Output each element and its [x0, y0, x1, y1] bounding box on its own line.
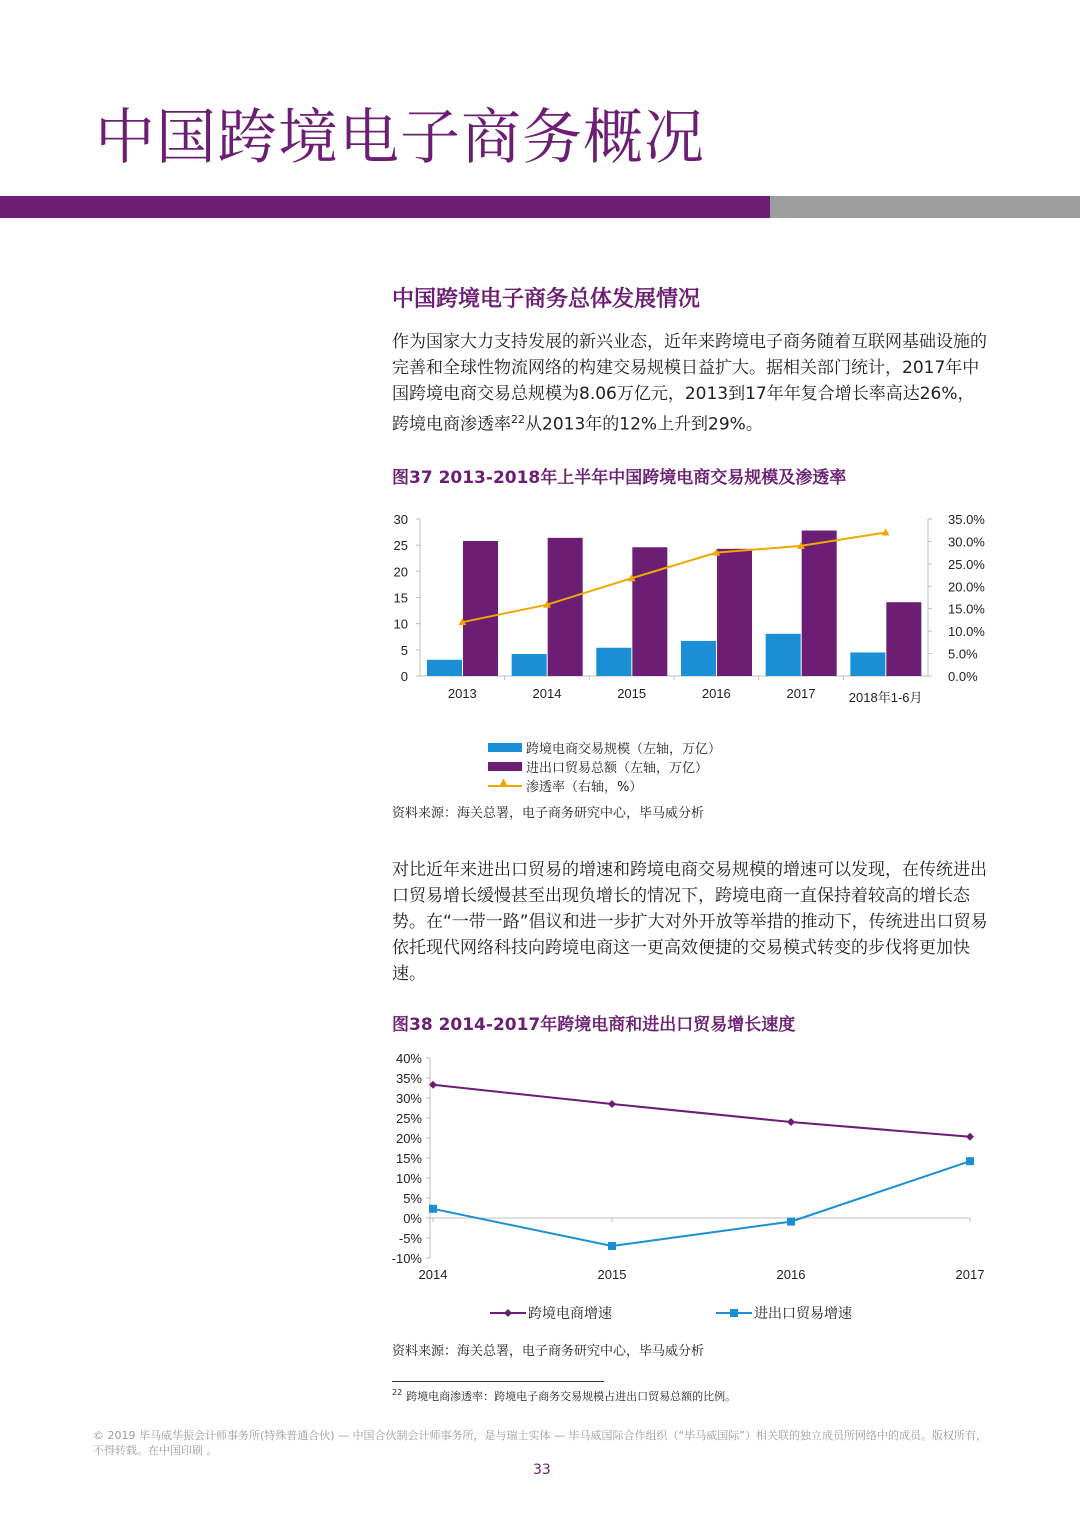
left-tick-label: 5 [400, 642, 408, 658]
bar-cross-border-scale [681, 641, 716, 676]
y-tick-label: -10% [391, 1251, 422, 1266]
left-tick-label: 0 [400, 669, 408, 684]
legend-label: 渗透率（右轴，%） [526, 780, 643, 795]
footnote-ref[interactable]: 22 [511, 413, 525, 426]
x-tick-label: 2017 [955, 1267, 985, 1282]
y-tick-label: 0% [403, 1211, 422, 1226]
bar-cross-border-scale [766, 634, 801, 676]
y-tick-label: 5% [403, 1191, 422, 1206]
point-trade-growth [429, 1205, 437, 1213]
x-tick-label: 2013 [447, 686, 477, 701]
left-tick-label: 20 [393, 564, 408, 580]
legend-swatch [716, 1308, 752, 1318]
left-tick-label: 10 [393, 616, 408, 632]
y-tick-label: 30% [395, 1091, 422, 1106]
x-tick-label: 2015 [597, 1267, 627, 1282]
point-trade-growth [608, 1242, 616, 1250]
left-tick-label: 25 [393, 538, 408, 554]
legend-swatch [490, 1308, 526, 1318]
paragraph-1 [392, 329, 988, 438]
paragraph-2: 对比近年来进出口贸易的增速和跨境电商交易规模的增速可以发现，在传统进出口贸易增长缓慢甚至出现负增长的情况下，跨境电商一直保持着较高的增长态势。在“一带一路”倡议和进一步扩大对外开放等举措的推动下，传统进出口贸易依托现代网络科技向跨境电商这一更高效便捷的交易模式转变的步伐将更加快速。 [392, 860, 988, 984]
figure-38-source: 资料来源：海关总署，电子商务研究中心，毕马威分析 [392, 1344, 705, 1359]
y-tick-label: 35% [395, 1071, 422, 1086]
legend-item-cross-border-growth [490, 1303, 612, 1323]
header-secondary-bar [770, 196, 1080, 218]
point-trade-growth [966, 1157, 974, 1165]
bar-cross-border-scale [427, 660, 462, 676]
y-tick-label: 10% [395, 1171, 422, 1186]
bar-trade-total [548, 538, 583, 676]
chart-figure-37 [380, 505, 1000, 710]
bar-cross-border-scale [850, 652, 885, 676]
footnote-divider [392, 1381, 604, 1382]
right-tick-label: 20.0% [948, 579, 985, 595]
bar-trade-total [717, 549, 752, 676]
y-tick-label: 20% [395, 1131, 422, 1146]
x-tick-label: 2014 [532, 686, 562, 701]
line-cross-border-growth [433, 1085, 970, 1137]
right-tick-label: 25.0% [948, 556, 985, 572]
figure-37-title: 图37 2013-2018年上半年中国跨境电商交易规模及渗透率 [392, 468, 847, 488]
x-tick-label: 2014 [418, 1267, 448, 1282]
right-tick-label: 10.0% [948, 624, 985, 640]
legend-item-penetration [488, 776, 721, 795]
y-tick-label: -5% [398, 1231, 422, 1246]
header-accent-bar [0, 196, 770, 218]
bar-trade-total [802, 531, 837, 676]
section-title: 中国跨境电子商务总体发展情况 [392, 287, 701, 312]
right-tick-label: 35.0% [948, 512, 985, 527]
point-cross-border-growth [608, 1100, 616, 1108]
footnote [392, 1388, 736, 1404]
point-cross-border-growth [966, 1133, 974, 1141]
chart-figure-37-legend [488, 738, 721, 795]
bar-cross-border-scale [596, 648, 631, 676]
page-title: 中国跨境电子商务概况 [95, 103, 705, 173]
right-tick-label: 0.0% [948, 669, 978, 684]
bar-trade-total [463, 541, 498, 676]
paragraph-1-text-b: 从2013年的12%上升到29%。 [525, 414, 763, 435]
x-tick-label: 2015 [617, 686, 647, 701]
legend-swatch [488, 781, 522, 791]
y-tick-label: 25% [395, 1111, 422, 1126]
left-tick-label: 30 [393, 512, 408, 527]
legend-label: 进出口贸易增速 [754, 1306, 852, 1322]
y-tick-label: 15% [395, 1151, 422, 1166]
bar-cross-border-scale [512, 654, 547, 676]
legend-item-cross-border-scale [488, 738, 721, 757]
page-number: 33 [533, 1462, 551, 1478]
legend-swatch [488, 762, 522, 771]
paragraph-1-text-a: 作为国家大力支持发展的新兴业态，近年来跨境电子商务随着互联网基础设施的完善和全球性物流网络的构建交易规模日益扩大。据相关部门统计，2017年中国跨境电商交易总规模为8.06万亿元，2013到17年年复合增长率高达26%，跨境电商渗透率 [392, 332, 987, 435]
left-tick-label: 15 [393, 590, 408, 606]
right-tick-label: 30.0% [948, 534, 985, 550]
point-trade-growth [787, 1218, 795, 1226]
legend-item-trade-growth [716, 1303, 852, 1323]
legend-label: 进出口贸易总额（左轴，万亿） [526, 761, 709, 776]
legend-item-trade-total [488, 757, 721, 776]
legend-label: 跨境电商交易规模（左轴，万亿） [526, 742, 722, 757]
x-tick-label: 2017 [786, 686, 816, 701]
footnote-number: 22 [392, 1388, 403, 1398]
legend-swatch [488, 743, 522, 752]
chart-figure-38 [380, 1045, 1000, 1290]
right-tick-label: 15.0% [948, 601, 985, 617]
bar-trade-total [632, 547, 667, 676]
copyright-notice: © 2019 毕马威华振会计师事务所(特殊普通合伙) — 中国合伙制会计师事务所，是与瑞士实体 — 毕马威国际合作组织（“毕马威国际”）相关联的独立成员所网络中的成员。版权所有，不得转载。在中国印刷 。 [93, 1429, 987, 1457]
footnote-text: 跨境电商渗透率：跨境电子商务交易规模占进出口贸易总额的比例。 [406, 1390, 737, 1403]
bar-trade-total [886, 602, 921, 676]
right-tick-label: 5.0% [948, 646, 978, 662]
legend-label: 跨境电商增速 [528, 1306, 612, 1322]
point-cross-border-growth [787, 1118, 795, 1126]
x-tick-label: 2016 [776, 1267, 806, 1282]
x-tick-label: 2016 [701, 686, 731, 701]
y-tick-label: 40% [395, 1051, 422, 1066]
line-trade-growth [433, 1161, 970, 1246]
x-tick-label: 2018年1-6月 [848, 690, 923, 705]
figure-37-source: 资料来源：海关总署，电子商务研究中心，毕马威分析 [392, 806, 705, 821]
figure-38-title: 图38 2014-2017年跨境电商和进出口贸易增长速度 [392, 1015, 796, 1035]
